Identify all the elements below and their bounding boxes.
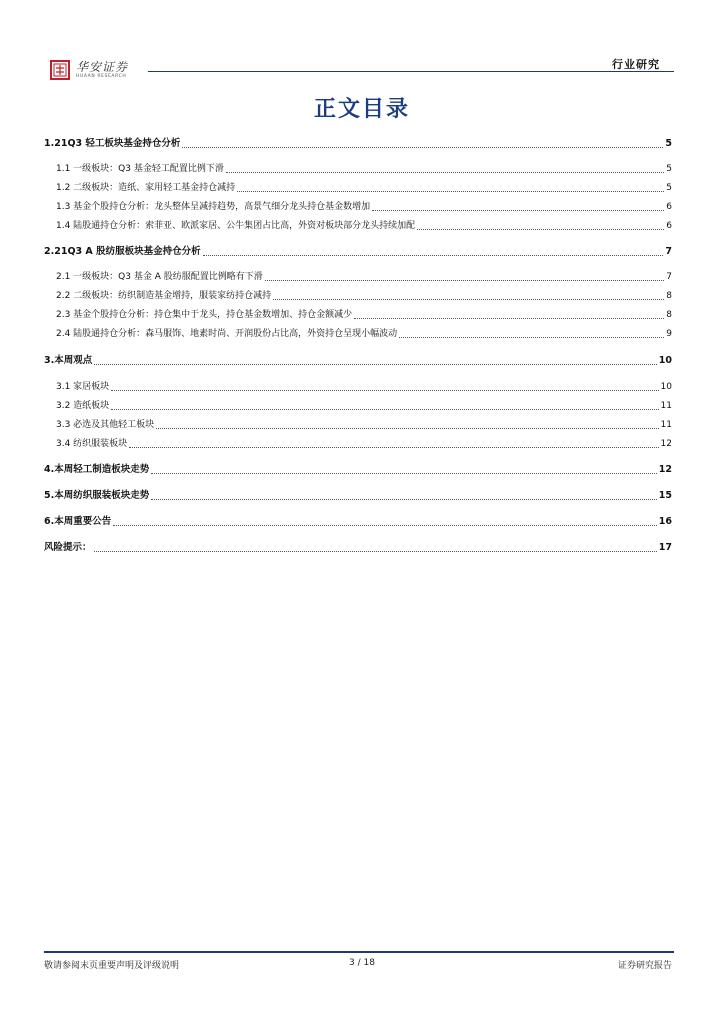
toc-entry-page: 15 bbox=[658, 490, 672, 501]
toc-entry[interactable] bbox=[44, 136, 672, 150]
toc-entry[interactable] bbox=[44, 269, 672, 283]
toc-entry-label: 1.3 基金个股持仓分析：龙头整体呈减持趋势，高景气细分龙头持仓基金数增加 bbox=[56, 202, 371, 212]
toc-leader-dots bbox=[417, 228, 664, 230]
toc-leader-dots bbox=[113, 524, 657, 526]
toc-entry[interactable] bbox=[44, 436, 672, 450]
toc-entry-label: 6.本周重要公告 bbox=[44, 516, 112, 527]
toc-leader-dots bbox=[237, 190, 664, 192]
toc-entry[interactable] bbox=[44, 488, 672, 502]
toc-entry-label: 3.本周观点 bbox=[44, 355, 93, 366]
toc-entry[interactable] bbox=[44, 161, 672, 175]
toc-leader-dots bbox=[94, 550, 657, 552]
toc-entry-page: 8 bbox=[666, 310, 672, 320]
logo-seal-icon bbox=[50, 60, 70, 80]
toc-entry-page: 11 bbox=[660, 401, 672, 411]
toc-entry[interactable] bbox=[44, 353, 672, 367]
toc-entry-label: 风险提示： bbox=[44, 542, 92, 553]
toc-leader-dots bbox=[156, 427, 658, 429]
toc-leader-dots bbox=[111, 389, 658, 391]
toc-leader-dots bbox=[399, 336, 664, 338]
report-type: 证券研究报告 bbox=[617, 961, 672, 971]
toc-entry-page: 5 bbox=[666, 164, 672, 174]
toc-entry-page: 9 bbox=[666, 329, 672, 339]
toc-entry[interactable] bbox=[44, 398, 672, 412]
toc-leader-dots bbox=[226, 171, 664, 173]
toc-entry[interactable] bbox=[44, 540, 672, 554]
toc-entry-page: 10 bbox=[658, 355, 672, 366]
toc-entry-page: 7 bbox=[666, 272, 672, 282]
toc-leader-dots bbox=[372, 209, 664, 211]
toc-entry-label: 2.3 基金个股持仓分析：持仓集中于龙头，持仓基金数增加、持仓金额减少 bbox=[56, 310, 353, 320]
toc-entry[interactable] bbox=[44, 514, 672, 528]
toc-entry[interactable] bbox=[44, 180, 672, 194]
company-logo bbox=[50, 60, 128, 80]
toc-leader-dots bbox=[111, 408, 658, 410]
logo-name-cn: 华安证券 bbox=[76, 59, 129, 74]
disclaimer-note: 敬请参阅末页重要声明及评级说明 bbox=[44, 961, 180, 971]
toc-entry-page: 10 bbox=[660, 382, 672, 392]
toc-leader-dots bbox=[182, 146, 663, 148]
toc-entry-label: 2.4 陆股通持仓分析：森马服饰、地素时尚、开润股份占比高，外资持仓呈现小幅波动 bbox=[56, 329, 398, 339]
toc-entry-label: 2.1 一级板块：Q3 基金 A 股纺服配置比例略有下滑 bbox=[56, 272, 263, 282]
logo-name-en: HUAAN RESEARCH bbox=[76, 73, 127, 79]
toc-entry-label: 3.1 家居板块 bbox=[56, 382, 110, 392]
toc-entry-label: 3.3 必选及其他轻工板块 bbox=[56, 420, 155, 430]
toc-entry-page: 7 bbox=[665, 246, 672, 257]
toc-leader-dots bbox=[151, 498, 657, 500]
page-number: 3 / 18 bbox=[349, 958, 375, 968]
toc-entry-page: 6 bbox=[666, 221, 672, 231]
toc-entry-label: 1.21Q3 轻工板块基金持仓分析 bbox=[44, 138, 181, 149]
toc-entry-page: 6 bbox=[666, 202, 672, 212]
toc-entry-label: 1.1 一级板块：Q3 基金轻工配置比例下滑 bbox=[56, 164, 224, 174]
toc-entry-label: 1.2 二级板块：造纸、家用轻工基金持仓减持 bbox=[56, 183, 236, 193]
toc-title: 正文目录 bbox=[313, 96, 410, 122]
toc-entry-page: 17 bbox=[658, 542, 672, 553]
toc-leader-dots bbox=[354, 317, 664, 319]
toc-entry[interactable] bbox=[44, 199, 672, 213]
toc-entry-page: 5 bbox=[665, 138, 672, 149]
header-rule bbox=[148, 71, 674, 72]
toc-entry[interactable] bbox=[44, 462, 672, 476]
toc-entry[interactable] bbox=[44, 379, 672, 393]
toc-entry[interactable] bbox=[44, 417, 672, 431]
page-header bbox=[50, 52, 674, 92]
toc-entry[interactable] bbox=[44, 307, 672, 321]
toc-entry-label: 2.2 二级板块：纺织制造基金增持，服装家纺持仓减持 bbox=[56, 291, 272, 301]
toc-entry-page: 12 bbox=[660, 439, 672, 449]
toc-entry-page: 11 bbox=[660, 420, 672, 430]
toc-entry-page: 12 bbox=[658, 464, 672, 475]
toc-leader-dots bbox=[151, 472, 657, 474]
toc-entry-page: 5 bbox=[666, 183, 672, 193]
toc-entry-label: 2.21Q3 A 股纺服板块基金持仓分析 bbox=[44, 246, 201, 257]
toc-entry-label: 3.4 纺织服装板块 bbox=[56, 439, 128, 449]
toc-entry[interactable] bbox=[44, 288, 672, 302]
toc-leader-dots bbox=[265, 279, 665, 281]
toc-entry[interactable] bbox=[44, 326, 672, 340]
toc-entry[interactable] bbox=[44, 244, 672, 258]
footer-rule bbox=[44, 951, 674, 953]
toc-entry[interactable] bbox=[44, 218, 672, 232]
toc-entry-page: 16 bbox=[658, 516, 672, 527]
toc-entry-label: 1.4 陆股通持仓分析：索菲亚、欧派家居、公牛集团占比高，外资对板块部分龙头持续加配 bbox=[56, 221, 416, 231]
toc-leader-dots bbox=[203, 254, 664, 256]
toc-entry-label: 4.本周轻工制造板块走势 bbox=[44, 464, 150, 475]
toc-leader-dots bbox=[129, 446, 658, 448]
toc-entry-label: 3.2 造纸板块 bbox=[56, 401, 110, 411]
toc-entry-page: 8 bbox=[666, 291, 672, 301]
report-category: 行业研究 bbox=[612, 58, 660, 71]
toc-entry-label: 5.本周纺织服装板块走势 bbox=[44, 490, 150, 501]
toc-leader-dots bbox=[273, 298, 664, 300]
toc-leader-dots bbox=[94, 363, 657, 365]
